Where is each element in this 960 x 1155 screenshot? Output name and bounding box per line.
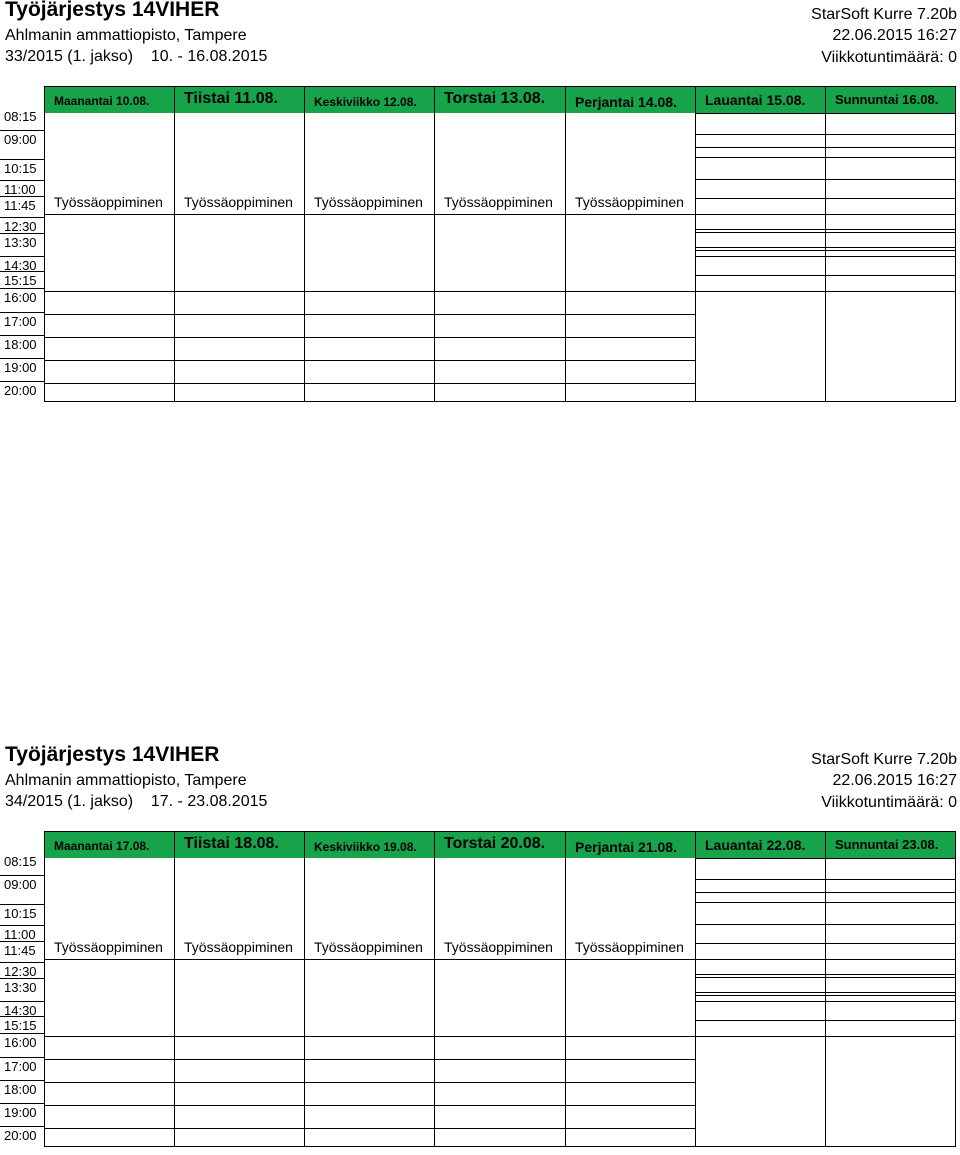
slot-divider [566,1105,696,1106]
slot-divider [566,1082,696,1083]
slot-divider [435,314,566,315]
slot-divider [826,1020,955,1021]
time-label: 11:45 [4,943,36,958]
time-tick [0,233,44,234]
time-tick [0,358,44,359]
slot-divider [826,157,955,158]
slot-divider [696,179,826,180]
day-column [174,86,305,402]
slot-divider [175,1036,305,1037]
weekly-hours: Viikkotuntimäärä: 0 [821,49,957,66]
time-label: 19:00 [4,1105,37,1120]
slot-divider [305,1059,435,1060]
school-name: Ahlmanin ammattiopisto, Tampere [5,772,247,789]
slot-divider [45,383,175,384]
lesson-block: Työssäoppiminen [184,194,293,210]
time-label: 13:30 [4,235,37,250]
time-label: 20:00 [4,383,37,398]
time-tick [0,1016,44,1017]
slot-divider [566,1128,696,1129]
time-tick [0,925,44,926]
slot-divider [45,337,175,338]
time-label: 16:00 [4,290,37,305]
slot-divider [696,113,826,114]
column-bottom [696,1146,826,1147]
slot-divider [696,974,826,975]
day-column [434,86,566,402]
day-header: Tiistai 18.08. [175,832,305,858]
slot-divider [696,256,826,257]
time-label: 08:15 [4,854,37,869]
slot-divider [45,1128,175,1129]
time-label: 11:00 [4,927,36,942]
time-tick [0,180,44,181]
slot-divider [696,924,826,925]
time-tick [0,962,44,963]
slot-divider [175,291,305,292]
column-bottom [696,401,826,402]
day-header: Lauantai 15.08. [696,87,826,113]
time-tick [0,941,44,942]
slot-divider [435,360,566,361]
time-tick [0,904,44,905]
day-header: Perjantai 21.08. [566,832,696,858]
slot-divider [826,247,955,248]
slot-divider [175,1128,305,1129]
time-label: 10:15 [4,906,37,921]
time-label: 09:00 [4,132,37,147]
time-label: 08:15 [4,109,37,124]
week-grid [44,831,956,1147]
time-tick [0,1001,44,1002]
day-column [565,86,696,402]
slot-divider [826,179,955,180]
time-label: 13:30 [4,980,37,995]
day-column [565,831,696,1147]
slot-divider [696,943,826,944]
software-version: StarSoft Kurre 7.20b [811,751,957,768]
slot-divider [45,1082,175,1083]
slot-divider [696,995,826,996]
slot-divider [826,879,955,880]
slot-divider [696,232,826,233]
column-bottom [305,401,435,402]
slot-divider [45,1059,175,1060]
time-label: 12:30 [4,964,37,979]
slot-divider [175,314,305,315]
time-label: 16:00 [4,1035,37,1050]
slot-divider [45,214,175,215]
slot-divider [566,959,696,960]
slot-divider [45,360,175,361]
time-tick [0,978,44,979]
slot-divider [696,134,826,135]
time-label: 18:00 [4,337,37,352]
time-label: 17:00 [4,1059,37,1074]
timetable-week-34 [0,745,960,1155]
day-header: Torstai 20.08. [435,832,566,858]
day-column [304,86,435,402]
slot-divider [826,959,955,960]
time-label: 10:15 [4,161,37,176]
slot-divider [696,902,826,903]
slot-divider [696,214,826,215]
column-bottom [435,401,566,402]
day-column [825,831,956,1147]
day-column [695,831,826,1147]
slot-divider [45,291,175,292]
time-tick [0,288,44,289]
day-header: Maanantai 17.08. [45,832,175,858]
slot-divider [305,291,435,292]
slot-divider [175,959,305,960]
lesson-block: Työssäoppiminen [575,194,684,210]
lesson-block: Työssäoppiminen [314,939,423,955]
day-column [304,831,435,1147]
day-column [44,831,175,1147]
slot-divider [175,360,305,361]
time-tick [0,271,44,272]
slot-divider [826,232,955,233]
time-label: 15:15 [4,273,37,288]
column-bottom [566,1146,696,1147]
column-bottom [826,1146,955,1147]
time-tick [0,217,44,218]
time-tick [0,335,44,336]
day-header: Tiistai 11.08. [175,87,305,113]
column-bottom [175,401,305,402]
slot-divider [435,1082,566,1083]
lesson-block: Työssäoppiminen [54,194,163,210]
time-label: 20:00 [4,1128,37,1143]
weekly-hours: Viikkotuntimäärä: 0 [821,794,957,811]
slot-divider [696,275,826,276]
time-label: 09:00 [4,877,37,892]
slot-divider [696,250,826,251]
slot-divider [305,214,435,215]
slot-divider [826,1001,955,1002]
day-header: Perjantai 14.08. [566,87,696,113]
time-tick [0,312,44,313]
slot-divider [435,383,566,384]
slot-divider [175,383,305,384]
software-version: StarSoft Kurre 7.20b [811,6,957,23]
timetable-title: Työjärjestys 14VIHER [5,0,220,21]
timetable-week-33 [0,0,960,410]
slot-divider [305,1036,435,1037]
slot-divider [305,360,435,361]
time-label: 11:45 [4,198,36,213]
slot-divider [826,256,955,257]
slot-divider [826,147,955,148]
time-label: 14:30 [4,258,37,273]
time-label: 17:00 [4,314,37,329]
slot-divider [696,959,826,960]
slot-divider [696,977,826,978]
slot-divider [826,977,955,978]
slot-divider [826,291,955,292]
column-bottom [45,1146,175,1147]
time-tick [0,1126,44,1127]
slot-divider [826,214,955,215]
time-tick [0,196,44,197]
slot-divider [566,291,696,292]
slot-divider [826,113,955,114]
slot-divider [566,383,696,384]
time-label: 15:15 [4,1018,37,1033]
time-label: 11:00 [4,182,36,197]
column-bottom [175,1146,305,1147]
column-bottom [826,401,955,402]
day-header: Lauantai 22.08. [696,832,826,858]
time-tick [0,875,44,876]
day-header: Keskiviikko 12.08. [305,87,435,113]
slot-divider [435,1128,566,1129]
slot-divider [435,1059,566,1060]
slot-divider [826,275,955,276]
column-bottom [45,401,175,402]
time-label: 19:00 [4,360,37,375]
slot-divider [435,337,566,338]
slot-divider [305,1082,435,1083]
slot-divider [566,214,696,215]
slot-divider [826,974,955,975]
slot-divider [826,924,955,925]
column-bottom [305,1146,435,1147]
day-column [174,831,305,1147]
slot-divider [696,1020,826,1021]
slot-divider [435,1036,566,1037]
time-axis [0,86,44,402]
slot-divider [826,1036,955,1037]
slot-divider [305,383,435,384]
column-bottom [566,401,696,402]
slot-divider [826,902,955,903]
period-range: 34/2015 (1. jakso) 17. - 23.08.2015 [5,793,268,810]
slot-divider [566,314,696,315]
slot-divider [696,879,826,880]
time-tick [0,1033,44,1034]
day-header: Torstai 13.08. [435,87,566,113]
day-header: Sunnuntai 23.08. [826,832,955,858]
slot-divider [826,229,955,230]
slot-divider [435,959,566,960]
slot-divider [175,1082,305,1083]
day-column [434,831,566,1147]
slot-divider [305,314,435,315]
slot-divider [696,157,826,158]
column-bottom [435,1146,566,1147]
slot-divider [566,1059,696,1060]
time-tick [0,256,44,257]
slot-divider [305,959,435,960]
slot-divider [45,1105,175,1106]
slot-divider [696,992,826,993]
slot-divider [566,360,696,361]
slot-divider [826,858,955,859]
slot-divider [696,291,826,292]
print-timestamp: 22.06.2015 16:27 [832,27,957,44]
slot-divider [826,198,955,199]
slot-divider [175,214,305,215]
lesson-block: Työssäoppiminen [184,939,293,955]
day-column [825,86,956,402]
slot-divider [826,250,955,251]
slot-divider [45,959,175,960]
slot-divider [696,892,826,893]
slot-divider [826,134,955,135]
slot-divider [696,247,826,248]
time-tick [0,381,44,382]
print-timestamp: 22.06.2015 16:27 [832,772,957,789]
slot-divider [435,291,566,292]
period-range: 33/2015 (1. jakso) 10. - 16.08.2015 [5,48,268,65]
lesson-block: Työssäoppiminen [444,939,553,955]
slot-divider [826,992,955,993]
slot-divider [826,943,955,944]
time-label: 12:30 [4,219,37,234]
slot-divider [826,995,955,996]
slot-divider [696,198,826,199]
lesson-block: Työssäoppiminen [314,194,423,210]
timetable-title: Työjärjestys 14VIHER [5,743,220,766]
school-name: Ahlmanin ammattiopisto, Tampere [5,27,247,44]
lesson-block: Työssäoppiminen [444,194,553,210]
slot-divider [175,1105,305,1106]
day-header: Sunnuntai 16.08. [826,87,955,113]
slot-divider [45,1036,175,1037]
day-column [695,86,826,402]
slot-divider [566,1036,696,1037]
slot-divider [435,1105,566,1106]
lesson-block: Työssäoppiminen [54,939,163,955]
time-tick [0,1080,44,1081]
day-column [44,86,175,402]
slot-divider [175,1059,305,1060]
week-grid [44,86,956,402]
slot-divider [826,892,955,893]
time-tick [0,159,44,160]
day-header: Maanantai 10.08. [45,87,175,113]
slot-divider [696,1036,826,1037]
slot-divider [696,858,826,859]
time-tick [0,130,44,131]
time-tick [0,1103,44,1104]
day-header: Keskiviikko 19.08. [305,832,435,858]
slot-divider [696,229,826,230]
slot-divider [435,214,566,215]
time-label: 18:00 [4,1082,37,1097]
slot-divider [305,1128,435,1129]
slot-divider [305,1105,435,1106]
slot-divider [175,337,305,338]
slot-divider [45,314,175,315]
time-label: 14:30 [4,1003,37,1018]
slot-divider [696,147,826,148]
slot-divider [305,337,435,338]
time-tick [0,1057,44,1058]
time-axis [0,831,44,1147]
slot-divider [696,1001,826,1002]
slot-divider [566,337,696,338]
lesson-block: Työssäoppiminen [575,939,684,955]
